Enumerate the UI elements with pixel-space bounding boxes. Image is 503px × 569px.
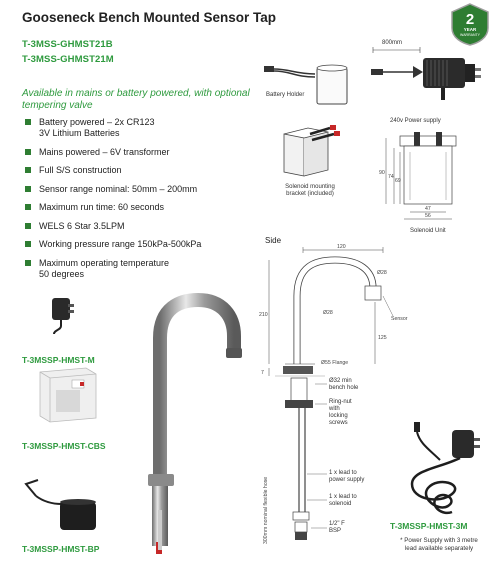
- bullet-icon: [25, 167, 31, 173]
- svg-text:Sensor: Sensor: [391, 316, 408, 322]
- bullet-icon: [25, 241, 31, 247]
- svg-text:125: 125: [378, 335, 387, 341]
- feature-item: WELS 6 Star 3.5LPM: [22, 221, 252, 232]
- warranty-line2: WARRANTY: [460, 33, 480, 37]
- svg-text:300mm nominal flexible hose: 300mm nominal flexible hose: [263, 476, 269, 544]
- lead-solenoid-label: 1 x lead to solenoid: [329, 494, 357, 507]
- feature-item: Maximum run time: 60 seconds: [22, 202, 252, 213]
- warranty-line1: YEAR: [463, 27, 477, 32]
- bracket-illustration: [272, 124, 352, 179]
- bullet-icon: [25, 186, 31, 192]
- warranty-number: 2: [465, 11, 475, 28]
- product-code-cbs: T-3MSSP-HMST-CBS: [22, 441, 106, 451]
- svg-text:210: 210: [259, 312, 268, 318]
- battery-holder-label: Battery Holder: [266, 92, 305, 98]
- bullet-icon: [25, 149, 31, 155]
- power-supply-label: 240v Power supply: [390, 118, 441, 124]
- product-code-bp: T-3MSSP-HMST-BP: [22, 544, 100, 554]
- feature-item: Full S/S construction: [22, 165, 252, 176]
- bullet-icon: [25, 260, 31, 266]
- bullet-icon: [25, 204, 31, 210]
- page-title: Gooseneck Bench Mounted Sensor Tap: [22, 10, 277, 25]
- warranty-badge-icon: [448, 2, 492, 46]
- bullet-icon: [25, 223, 31, 229]
- solenoid-unit-drawing: [370, 130, 475, 230]
- feature-list: [22, 117, 252, 287]
- feature-item: Battery powered – 2x CR123 3V Lithium Batteries: [22, 117, 252, 139]
- feature-item: Sensor range nominal: 50mm – 200mm: [22, 184, 252, 195]
- solenoid-unit-label: Solenoid Unit: [410, 228, 446, 234]
- svg-text:74: 74: [388, 174, 394, 180]
- product-code-m: T-3MSSP-HMST-M: [22, 355, 95, 365]
- svg-text:Ø55 Flange: Ø55 Flange: [321, 360, 349, 366]
- svg-text:Ø28: Ø28: [323, 310, 333, 316]
- svg-text:47: 47: [425, 206, 431, 212]
- intro-text: Available in mains or battery powered, with optional tempering valve: [22, 88, 250, 111]
- ring-nut-label: Ring-nut with locking screws: [329, 399, 352, 426]
- side-heading: Side: [265, 236, 282, 245]
- lead-power-label: 1 x lead to power supply: [329, 470, 365, 483]
- bullet-icon: [25, 119, 31, 125]
- svg-text:7: 7: [261, 370, 264, 376]
- svg-text:69: 69: [395, 178, 401, 184]
- feature-item: Maximum operating temperature 50 degrees: [22, 258, 252, 280]
- bench-hole-label: Ø32 min bench hole: [329, 378, 359, 391]
- product-code-3m: T-3MSSP-HMST-3M: [390, 521, 468, 531]
- battery-holder-illustration: [260, 58, 360, 108]
- product-code-1: T-3MSS-GHMST21B: [22, 39, 113, 50]
- svg-text:120: 120: [337, 244, 346, 250]
- product-code-2: T-3MSS-GHMST21M: [22, 54, 114, 65]
- bracket-label: Solenoid mounting bracket (included): [285, 184, 335, 197]
- feature-item: Mains powered – 6V transformer: [22, 147, 252, 158]
- gooseneck-tap-photo: [140, 298, 250, 560]
- svg-text:90: 90: [379, 170, 385, 176]
- cabinet-box-illustration: [34, 366, 102, 422]
- coiled-power-supply-illustration: [400, 420, 490, 520]
- plug-adapter-illustration: [40, 296, 80, 336]
- battery-pack-illustration: [22, 478, 102, 542]
- svg-text:56: 56: [425, 213, 431, 219]
- power-supply-illustration: [365, 44, 500, 104]
- power-supply-dim-label: 800mm: [382, 40, 403, 46]
- feature-item: Working pressure range 150kPa-500kPa: [22, 239, 252, 250]
- bsp-label: 1/2" F BSP: [329, 521, 345, 534]
- svg-text:Ø28: Ø28: [377, 270, 387, 276]
- power-supply-note: * Power Supply with 3 metre lead available separately: [400, 537, 478, 552]
